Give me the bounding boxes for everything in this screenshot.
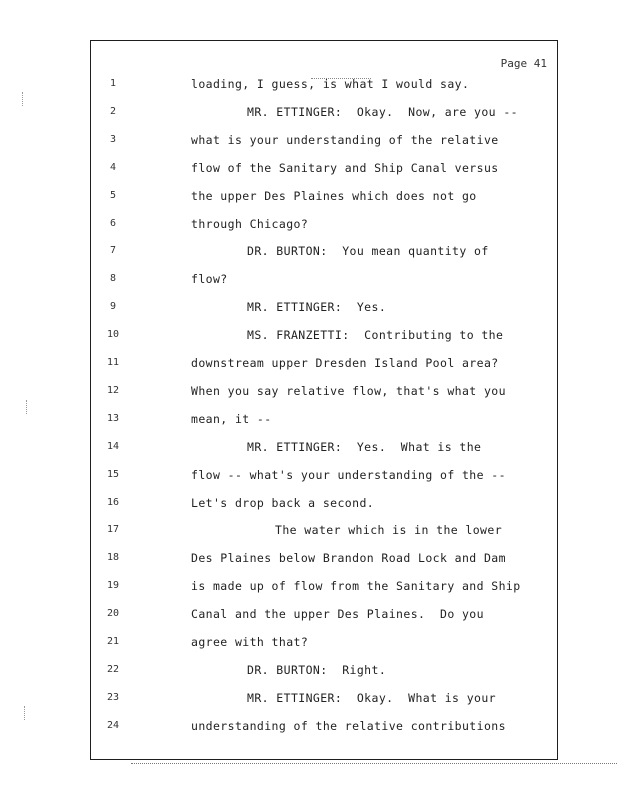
line-number: 9 (109, 301, 117, 313)
line-number: 14 (106, 440, 120, 452)
transcript-line: is made up of flow from the Sanitary and Ship (191, 579, 521, 594)
line-number: 2 (109, 105, 117, 117)
transcript-line: Des Plaines below Brandon Road Lock and Dam (191, 551, 506, 566)
transcript-line: MR. ETTINGER: Yes. What is the (247, 439, 482, 454)
transcript-line: mean, it -- (191, 411, 272, 426)
page-number: Page 41 (500, 57, 547, 70)
line-number: 16 (106, 496, 120, 508)
line-number: 11 (106, 357, 120, 368)
transcript-line: MR. ETTINGER: Okay. What is your (247, 690, 497, 705)
line-number: 4 (109, 161, 117, 173)
transcript-line: through Chicago? (191, 216, 309, 231)
line-number: 3 (109, 133, 117, 145)
line-number: 18 (106, 552, 120, 564)
transcript-line: flow of the Sanitary and Ship Canal versus (191, 160, 499, 175)
transcript-line: MS. FRANZETTI: Contributing to the (247, 328, 504, 343)
line-number: 5 (109, 189, 117, 201)
transcript-line: downstream upper Dresden Island Pool area? (191, 356, 499, 370)
line-number: 1 (109, 78, 117, 89)
transcript-line: what is your understanding of the relative (191, 132, 499, 147)
transcript-line: agree with that? (191, 635, 309, 649)
transcript-line: loading, I guess, is what I would say. (191, 77, 470, 91)
line-number: 13 (106, 412, 120, 424)
line-number: 8 (109, 273, 117, 285)
transcript-line: flow -- what's your understanding of the -- (191, 467, 506, 482)
line-number: 6 (109, 217, 117, 229)
transcript-line: The water which is in the lower (275, 523, 503, 538)
transcript-line: MR. ETTINGER: Okay. Now, are you -- (247, 104, 518, 119)
line-number: 22 (106, 663, 120, 675)
line-number: 7 (109, 245, 117, 257)
scan-artifact (24, 706, 31, 720)
transcript-line: MR. ETTINGER: Yes. (247, 300, 387, 315)
transcript-line: understanding of the relative contributions (191, 718, 506, 733)
line-number: 24 (106, 719, 120, 731)
line-number: 12 (106, 384, 120, 396)
line-number: 21 (106, 636, 120, 647)
line-number: 17 (106, 524, 120, 536)
line-number: 10 (106, 329, 120, 341)
transcript-line: Let's drop back a second. (191, 495, 375, 510)
transcript-page (90, 40, 558, 760)
line-number: 15 (106, 468, 120, 480)
line-number: 23 (106, 691, 120, 703)
scan-artifact (22, 92, 29, 106)
line-number: 19 (106, 580, 120, 592)
scan-artifact (26, 400, 33, 414)
transcript-line: Canal and the upper Des Plaines. Do you (191, 607, 484, 622)
transcript-line: DR. BURTON: You mean quantity of (247, 244, 489, 259)
line-number: 20 (106, 608, 120, 620)
transcript-line: flow? (191, 272, 228, 287)
transcript-line: When you say relative flow, that's what you (191, 383, 506, 398)
bottom-divider (131, 763, 618, 764)
transcript-line: the upper Des Plaines which does not go (191, 188, 477, 203)
transcript-line: DR. BURTON: Right. (247, 662, 387, 677)
